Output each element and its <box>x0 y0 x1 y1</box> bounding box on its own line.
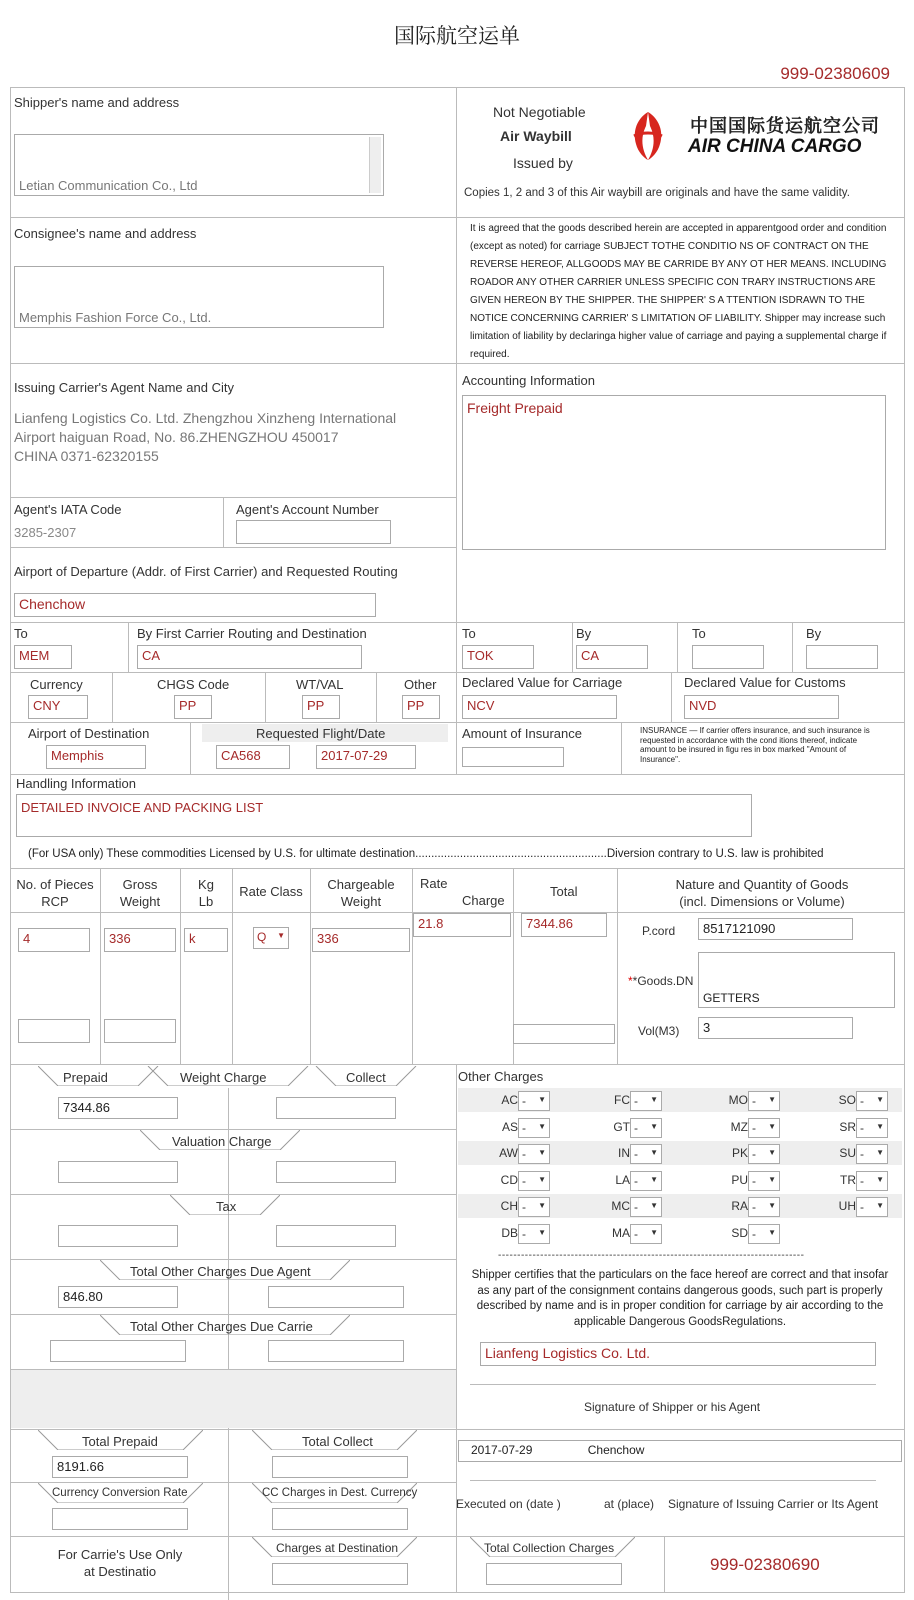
other-charge-select[interactable]: - ▼ <box>748 1144 780 1164</box>
to1-input[interactable]: MEM <box>14 645 72 669</box>
insurance-note: INSURANCE — If carrier offers insurance, and such insurance is requested in accordance with the cond itions thereof, indicate amount to be insured in figu res in box marked "Amount of Insurance". <box>640 726 870 764</box>
other-charge-select[interactable]: - ▼ <box>856 1144 888 1164</box>
other-charge-code: DB <box>501 1225 518 1240</box>
other-charge-select[interactable]: - ▼ <box>748 1197 780 1217</box>
ccr-label: Currency Conversion Rate <box>52 1487 188 1499</box>
other-charge-select[interactable]: - ▼ <box>518 1197 550 1217</box>
goods-line-1: GETTERS <box>703 991 760 1005</box>
chargeable-weight-input[interactable]: 336 <box>312 928 410 952</box>
rate-input[interactable]: 21.8 <box>413 913 511 937</box>
agent-line-3: CHINA 0371-62320155 <box>14 448 159 464</box>
prepaid-label: Prepaid <box>63 1070 108 1085</box>
handling-textarea[interactable]: DETAILED INVOICE AND PACKING LIST <box>16 794 752 837</box>
other-charge-select[interactable]: - ▼ <box>856 1118 888 1138</box>
other-charge-code: TR <box>840 1172 856 1187</box>
other-charge-code: PU <box>731 1172 748 1187</box>
cc-dest-input[interactable] <box>272 1508 408 1530</box>
flight-date-label: Requested Flight/Date <box>256 726 386 741</box>
kg-input[interactable]: k <box>184 928 228 952</box>
pieces-input[interactable]: 4 <box>18 928 90 952</box>
awb-number-top: 999-02380609 <box>780 64 890 83</box>
to3-label: To <box>692 626 706 641</box>
charges-dest-input[interactable] <box>272 1563 408 1585</box>
other-charge-code: CH <box>500 1199 518 1213</box>
dv-customs-label: Declared Value for Customs <box>684 675 846 690</box>
wt-val-label: WT/VAL <box>296 677 344 692</box>
valuation-prepaid-input[interactable] <box>58 1161 178 1183</box>
th-chargeable: Chargeable Weight <box>327 877 395 909</box>
agent-line-1: Lianfeng Logistics Co. Ltd. Zhengzhou Xinzheng International <box>14 410 397 426</box>
pcord-label: P.cord <box>642 924 676 938</box>
other-charge-code: SR <box>839 1119 856 1134</box>
other-charge-code: LA <box>615 1172 630 1187</box>
by2-input[interactable]: CA <box>576 645 648 669</box>
total-prepaid-label: Total Prepaid <box>82 1434 158 1449</box>
th-nature-line1: Nature and Quantity of Goods <box>675 877 849 892</box>
to3-input[interactable] <box>692 645 764 669</box>
other-charge-select[interactable]: - ▼ <box>518 1118 550 1138</box>
total-prepaid-input[interactable]: 8191.66 <box>52 1456 188 1478</box>
th-rate: Rate <box>420 876 448 891</box>
chgs-code-input[interactable]: PP <box>174 695 212 719</box>
charges-dest-label: Charges at Destination <box>276 1541 399 1555</box>
pieces-total-input[interactable] <box>18 1019 90 1043</box>
exec-place: Chenchow <box>587 1443 645 1457</box>
accounting-textarea[interactable]: Freight Prepaid <box>462 395 886 550</box>
other-charge-select[interactable]: - ▼ <box>748 1171 780 1191</box>
th-gross: Gross Weight <box>119 877 161 909</box>
th-charge: Charge <box>462 893 505 908</box>
currency-label: Currency <box>30 677 83 692</box>
th-nature <box>620 876 904 910</box>
other-charge-select[interactable]: - ▼ <box>630 1118 662 1138</box>
by2-label: By <box>576 626 592 641</box>
execution-input[interactable] <box>458 1440 902 1462</box>
place-label: at (place) <box>604 1497 655 1511</box>
cert-dashes: -------------------------------------------------------------------------------- <box>498 1250 805 1261</box>
accounting-label: Accounting Information <box>462 373 595 388</box>
due-agent-prepaid-input[interactable]: 846.80 <box>58 1286 178 1308</box>
terms-text: It is agreed that the goods described herein are accepted in apparentgood order and condition (except as noted) for carriage SUBJECT TOTHE CONDITIO NS OF CONTRACT ON THE REVERSE HEREOF, ALLGOODS MAY BE CARRIDE BY ANY OT HER MEANS. INCLUDING ROADOR ANY OTHER CARRIER UNLESS SPECIFIC CON TRARY INSTRUCTIONS ARE GIVEN HEREON BY THE SHIPPER. THE SHIPPER' S A TTENTION ISDRAWN TO THE NOTICE CONCERNING CARRIER' S LIMITATION OF LIABILITY. Shipper may increase such limitation of liability by declaringa higher value of carriage and paying a supplemental charge if required. <box>470 223 887 360</box>
gross-total-input[interactable] <box>104 1019 176 1043</box>
shipper-signature-input[interactable]: Lianfeng Logistics Co. Ltd. <box>480 1342 876 1366</box>
destination-input[interactable]: Memphis <box>46 745 146 769</box>
other-charge-select[interactable]: - ▼ <box>856 1197 888 1217</box>
to1-label: To <box>14 626 28 641</box>
shipper-textarea[interactable] <box>14 134 384 196</box>
air-waybill-heading: Air Waybill <box>500 128 572 144</box>
by1-input[interactable]: CA <box>137 645 362 669</box>
by-first-carrier-label: By First Carrier Routing and Destination <box>137 626 367 641</box>
other-charge-select[interactable]: - ▼ <box>518 1171 550 1191</box>
issuing-sign-label: Signature of Issuing Carrier or Its Agent <box>668 1497 879 1511</box>
cc-dest-label: CC Charges in Dest. Currency <box>262 1487 418 1499</box>
dv-carriage-input[interactable]: NCV <box>462 695 617 719</box>
th-total: Total <box>550 884 578 899</box>
other-charge-select[interactable]: - ▼ <box>748 1118 780 1138</box>
air-china-logo <box>624 108 672 164</box>
to2-input[interactable]: TOK <box>462 645 534 669</box>
by3-label: By <box>806 626 822 641</box>
carrier-use-line1: For Carrie's Use Only <box>57 1547 183 1562</box>
executed-label: Executed on (date ) <box>456 1497 561 1511</box>
rate-class-select[interactable] <box>253 927 289 949</box>
usa-note: (For USA only) These commodities Licensed by U.S. for ultimate destination............................................................Diversion contrary to U.S. law is prohibited <box>28 848 824 860</box>
consignee-label: Consignee's name and address <box>14 226 197 241</box>
destination-label: Airport of Destination <box>28 726 150 741</box>
th-rate-class: Rate Class <box>239 884 303 899</box>
other-charge-code: PK <box>731 1146 748 1160</box>
dv-carriage-label: Declared Value for Carriage <box>462 675 623 690</box>
currency-input[interactable]: CNY <box>28 695 88 719</box>
other-charges-label: Other Charges <box>458 1069 544 1084</box>
flight-input[interactable]: CA568 <box>216 745 290 769</box>
goods-dn-textarea[interactable] <box>698 952 895 1008</box>
other-charge-code: IN <box>618 1146 630 1160</box>
to2-label: To <box>462 626 476 641</box>
valuation-collect-input[interactable] <box>276 1161 396 1183</box>
other-charges-grid <box>458 1088 904 1248</box>
other-label: Other <box>404 677 437 692</box>
other-charge-code: AW <box>499 1146 518 1160</box>
other-charge-select[interactable]: - ▼ <box>856 1091 888 1111</box>
total-coll-charges-label: Total Collection Charges <box>484 1541 615 1555</box>
other-charge-code: CD <box>500 1172 518 1187</box>
dv-customs-input[interactable]: NVD <box>684 695 839 719</box>
awb-number-bottom: 999-02380690 <box>710 1555 820 1574</box>
total-collect-label: Total Collect <box>302 1434 373 1449</box>
total-input[interactable]: 7344.86 <box>521 913 607 937</box>
other-charge-select[interactable]: - ▼ <box>748 1091 780 1111</box>
handling-label: Handling Information <box>16 776 136 791</box>
goods-dn-label: **Goods.DN <box>628 974 694 988</box>
scrollbar[interactable] <box>369 137 381 193</box>
other-charge-code: FC <box>614 1093 630 1107</box>
departure-label: Airport of Departure (Addr. of First Carrier) and Requested Routing <box>14 564 398 579</box>
other-charge-code: RA <box>731 1199 748 1213</box>
agent-label: Issuing Carrier's Agent Name and City <box>14 380 234 395</box>
ccr-input[interactable] <box>52 1508 188 1530</box>
certification-text: Shipper certifies that the particulars on the face hereof are correct and that insofar as any part of the consignment contains dangerous goods, such part is properly described by name and is in proper condition for carriage by air according to the applicable Dangerous GoodsRegulations. <box>471 1269 889 1328</box>
other-charge-select[interactable]: - ▼ <box>630 1144 662 1164</box>
due-carrier-collect-input[interactable] <box>268 1340 404 1362</box>
page-title: 国际航空运单 <box>394 25 520 48</box>
other-charge-code: GT <box>613 1119 630 1134</box>
chgs-code-label: CHGS Code <box>157 677 230 692</box>
issued-by: Issued by <box>513 155 573 171</box>
other-charge-select[interactable]: - ▼ <box>518 1091 550 1111</box>
other-charge-select[interactable]: - ▼ <box>630 1171 662 1191</box>
shipper-sign-label: Signature of Shipper or his Agent <box>584 1400 761 1414</box>
other-charge-code: UH <box>838 1199 856 1213</box>
tax-prepaid-input[interactable] <box>58 1225 178 1247</box>
gross-weight-input[interactable]: 336 <box>104 928 176 952</box>
consignee-line-1: Memphis Fashion Force Co., Ltd. <box>19 310 212 325</box>
iata-label: Agent's IATA Code <box>14 502 122 517</box>
weight-charge-label: Weight Charge <box>180 1070 267 1085</box>
insurance-label: Amount of Insurance <box>462 726 582 741</box>
other-charge-select[interactable]: - ▼ <box>748 1224 780 1244</box>
exec-date: 2017-07-29 <box>471 1443 533 1457</box>
total-collect-input[interactable] <box>272 1456 408 1478</box>
vol-label: Vol(M3) <box>638 1024 680 1038</box>
other-charge-code: MO <box>728 1093 748 1107</box>
rate-class-value: Q <box>257 930 267 944</box>
flight-date-input[interactable]: 2017-07-29 <box>316 745 416 769</box>
shipper-line-1: Letian Communication Co., Ltd <box>19 178 198 193</box>
tax-collect-input[interactable] <box>276 1225 396 1247</box>
consignee-textarea[interactable] <box>14 266 384 328</box>
due-carrier-prepaid-input[interactable] <box>50 1340 186 1362</box>
account-number-label: Agent's Account Number <box>236 502 379 517</box>
other-charge-code: SD <box>731 1225 748 1240</box>
not-negotiable: Not Negotiable <box>493 104 586 120</box>
other-input[interactable]: PP <box>402 695 440 719</box>
total-sum-input[interactable] <box>513 1024 615 1044</box>
other-charge-code: MA <box>612 1225 630 1240</box>
tax-label: Tax <box>216 1199 237 1214</box>
weight-prepaid-input[interactable]: 7344.86 <box>58 1097 178 1119</box>
wt-val-input[interactable]: PP <box>302 695 340 719</box>
th-kg-lb: Kg Lb <box>198 877 214 909</box>
other-charge-select[interactable]: - ▼ <box>630 1197 662 1217</box>
total-coll-charges-input[interactable] <box>486 1563 622 1585</box>
other-charge-code: MC <box>611 1199 630 1213</box>
th-pieces: No. of Pieces RCP <box>16 877 94 909</box>
pcord-input[interactable]: 8517121090 <box>698 918 853 940</box>
logo-chinese: 中国国际货运航空公司 <box>690 116 880 136</box>
iata-value: 3285-2307 <box>14 525 77 540</box>
carrier-use-label <box>30 1546 210 1580</box>
other-charge-code: MZ <box>730 1119 748 1134</box>
other-charge-code: SO <box>838 1093 856 1107</box>
grey-blank-area <box>11 1370 456 1428</box>
shipper-label: Shipper's name and address <box>14 95 180 110</box>
other-charge-select[interactable]: - ▼ <box>630 1091 662 1111</box>
other-charge-select[interactable]: - ▼ <box>518 1224 550 1244</box>
due-carrier-label: Total Other Charges Due Carrie <box>130 1319 313 1334</box>
carrier-use-line2: at Destinatio <box>83 1564 157 1579</box>
agent-line-2: Airport haiguan Road, No. 86.ZHENGZHOU 450017 <box>14 429 339 445</box>
other-charge-select[interactable]: - ▼ <box>518 1144 550 1164</box>
th-nature-line2: (incl. Dimensions or Volume) <box>679 894 845 909</box>
insurance-input[interactable] <box>462 747 564 767</box>
other-charge-code: AS <box>501 1119 518 1134</box>
goods-dn-text: *Goods.DN <box>632 974 694 988</box>
collect-label: Collect <box>346 1070 386 1085</box>
copies-note: Copies 1, 2 and 3 of this Air waybill are originals and have the same validity. <box>464 187 850 199</box>
due-agent-collect-input[interactable] <box>268 1286 404 1308</box>
by3-input[interactable] <box>806 645 878 669</box>
account-number-input[interactable] <box>236 520 391 544</box>
other-charge-select[interactable]: - ▼ <box>630 1224 662 1244</box>
weight-collect-input[interactable] <box>276 1097 396 1119</box>
other-charge-code: AC <box>501 1093 518 1107</box>
valuation-label: Valuation Charge <box>172 1134 272 1149</box>
agent-text <box>14 409 396 466</box>
other-charge-select[interactable]: - ▼ <box>856 1171 888 1191</box>
vol-input[interactable]: 3 <box>698 1017 853 1039</box>
due-agent-label: Total Other Charges Due Agent <box>130 1264 311 1279</box>
departure-input[interactable]: Chenchow <box>14 593 376 617</box>
other-charge-code: SU <box>839 1146 856 1160</box>
logo-english: AIR CHINA CARGO <box>688 136 862 157</box>
